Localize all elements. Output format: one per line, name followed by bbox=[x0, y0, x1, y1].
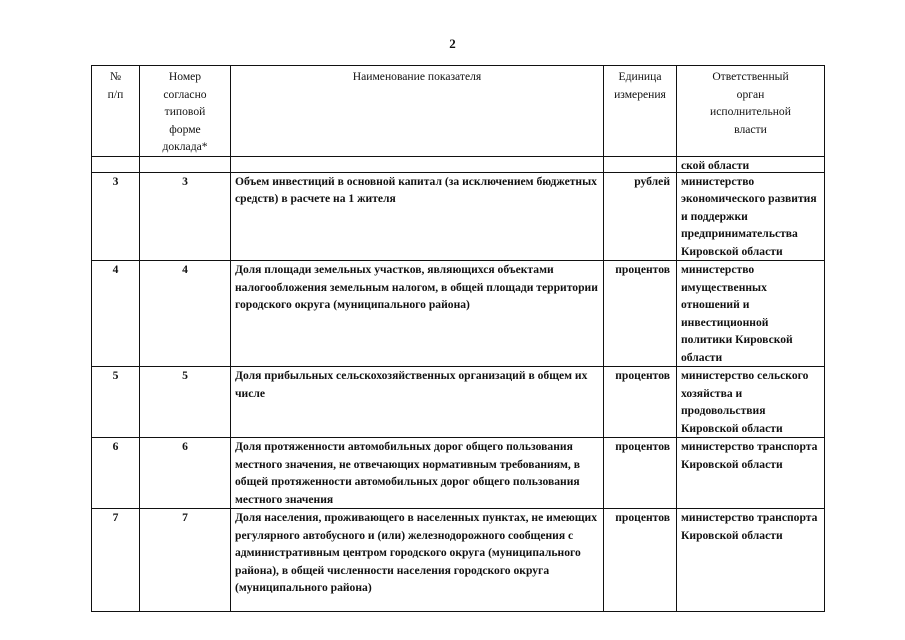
table-row bbox=[92, 261, 825, 367]
cell-indicator-name: Доля протяженности автомобильных дорог общего пользования местного значения, не отвечающих нормативным требованиям, в общей протяженности автомобильных дорог общего пользования местного значения bbox=[231, 438, 604, 509]
cell-responsible-body: ской области bbox=[677, 156, 825, 172]
header-unit: Единица измерения bbox=[604, 66, 677, 157]
header-indicator-name: Наименование показателя bbox=[231, 66, 604, 157]
cell-form-number: 7 bbox=[140, 509, 231, 612]
cell-responsible-body: министерство экономического развития и поддержки предпринимательства Кировской области bbox=[677, 172, 825, 261]
table-row bbox=[92, 367, 825, 438]
cell-unit bbox=[604, 156, 677, 172]
header-responsible-body: Ответственный орган исполнительной власти bbox=[677, 66, 825, 157]
cell-form-number: 3 bbox=[140, 172, 231, 261]
cell-indicator-name bbox=[231, 156, 604, 172]
page-number: 2 bbox=[449, 36, 456, 51]
cell-responsible-body: министерство имущественных отношений и инвестиционной политики Кировской области bbox=[677, 261, 825, 367]
cell-number: 3 bbox=[92, 172, 140, 261]
cell-form-number: 4 bbox=[140, 261, 231, 367]
cell-indicator-name: Доля площади земельных участков, являющихся объектами налогообложения земельным налогом, в общей площади территории городского округа (муниципального района) bbox=[231, 261, 604, 367]
cell-number: 6 bbox=[92, 438, 140, 509]
cell-number: 4 bbox=[92, 261, 140, 367]
cell-responsible-body: министерство сельского хозяйства и продовольствия Кировской области bbox=[677, 367, 825, 438]
header-form-number: Номер согласно типовой форме доклада* bbox=[140, 66, 231, 157]
header-number: № п/п bbox=[92, 66, 140, 157]
table-row bbox=[92, 172, 825, 261]
table-header-row bbox=[92, 66, 825, 157]
cell-unit: процентов bbox=[604, 509, 677, 612]
cell-form-number bbox=[140, 156, 231, 172]
cell-unit: процентов bbox=[604, 438, 677, 509]
cell-unit: процентов bbox=[604, 367, 677, 438]
cell-number: 7 bbox=[92, 509, 140, 612]
cell-unit: рублей bbox=[604, 172, 677, 261]
cell-indicator-name: Объем инвестиций в основной капитал (за исключением бюджетных средств) в расчете на 1 жителя bbox=[231, 172, 604, 261]
cell-indicator-name: Доля населения, проживающего в населенных пунктах, не имеющих регулярного автобусного и (или) железнодорожного сообщения с административным центром городского округа (муниципального района), в общей численности населения городского округа (муниципального района) bbox=[231, 509, 604, 612]
table-row bbox=[92, 438, 825, 509]
cell-unit: процентов bbox=[604, 261, 677, 367]
cell-number bbox=[92, 156, 140, 172]
cell-form-number: 5 bbox=[140, 367, 231, 438]
cell-responsible-body: министерство транспорта Кировской области bbox=[677, 438, 825, 509]
cell-indicator-name: Доля прибыльных сельскохозяйственных организаций в общем их числе bbox=[231, 367, 604, 438]
continuation-row bbox=[92, 156, 825, 172]
indicators-table bbox=[91, 65, 825, 612]
cell-form-number: 6 bbox=[140, 438, 231, 509]
cell-number: 5 bbox=[92, 367, 140, 438]
cell-responsible-body: министерство транспорта Кировской области bbox=[677, 509, 825, 612]
table-row bbox=[92, 509, 825, 612]
